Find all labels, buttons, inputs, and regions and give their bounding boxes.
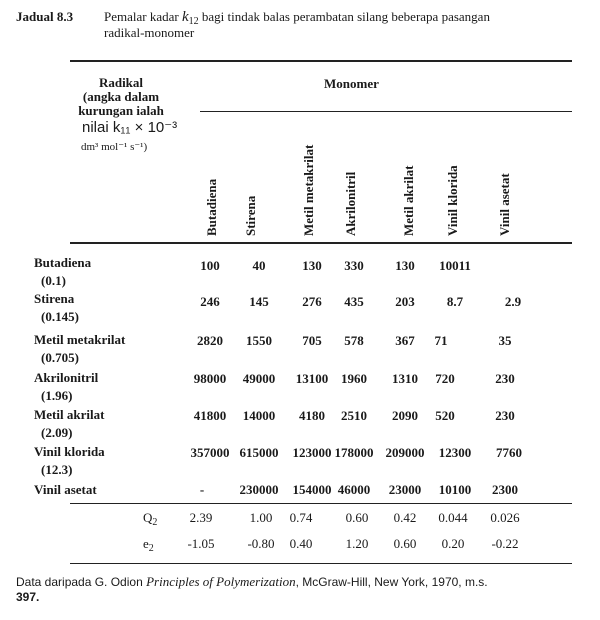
caption-text-after: bagi tindak balas perambatan silang beberapa pasangan (201, 9, 490, 24)
q2-cell: 0.74 (289, 510, 313, 525)
table-cell: 1960 (341, 371, 367, 386)
monomer-header: Monomer (324, 76, 379, 91)
table-cell: 13100 (295, 371, 329, 386)
q2-cell: 0.026 (490, 510, 520, 525)
q2-cell: 1.00 (249, 510, 273, 525)
table-caption-line1 (104, 9, 490, 26)
radikal-header-line: Radikal (98, 75, 144, 90)
table-cell: 98000 (193, 371, 227, 386)
source-text: Data daripada G. Odion (16, 575, 143, 589)
q2-label (143, 510, 157, 526)
k-symbol: k (181, 9, 189, 25)
row-label-vinil-asetat (34, 481, 97, 499)
row-name: Butadiena (34, 255, 92, 270)
table-cell: 2510 (341, 408, 367, 423)
table-cell: 14000 (242, 408, 276, 423)
header-rule (70, 242, 572, 244)
table-cell: 154000 (292, 482, 332, 497)
radikal-header-line: kurungan ialah (78, 103, 164, 118)
q2-cell: 0.42 (393, 510, 417, 525)
table-cell: 145 (249, 294, 269, 309)
table-cell: 1310 (392, 371, 418, 386)
table-cell: 246 (200, 294, 220, 309)
table-cell: 35 (498, 333, 512, 348)
source-page: 397. (16, 590, 40, 604)
e2-cell: 1.20 (345, 536, 369, 551)
e2-cell: 0.20 (441, 536, 465, 551)
k-subscript: 12 (188, 16, 199, 27)
column-header-butadiena: Butadiena (204, 178, 219, 236)
q2-cell: 0.60 (345, 510, 369, 525)
table-cell: 1550 (246, 333, 272, 348)
q2-label-letter: Q (143, 510, 153, 525)
table-cell: 435 (344, 294, 364, 309)
column-header-vinil-klorida: Vinil klorida (445, 165, 460, 236)
table-cell: 705 (302, 333, 322, 348)
table-cell: 4180 (299, 408, 325, 423)
data-bottom-rule (70, 503, 572, 504)
row-label-akrilonitril (34, 369, 98, 405)
q2-label-sub: 2 (152, 517, 158, 528)
bottom-rule (70, 563, 572, 564)
e2-cell: -0.22 (491, 536, 519, 551)
row-value: (0.1) (41, 273, 66, 288)
source-book-title: Principles of Polymerization (146, 574, 296, 589)
row-name: Stirena (34, 291, 75, 306)
e2-cell: 0.60 (393, 536, 417, 551)
row-name: Vinil klorida (34, 444, 105, 459)
table-cell: 12300 (438, 445, 472, 460)
table-cell: 10011 (439, 258, 471, 273)
row-value: (0.145) (41, 309, 79, 324)
table-cell: 46000 (337, 482, 371, 497)
table-cell: 71 (434, 333, 448, 348)
table-cell: 40 (252, 258, 266, 273)
nilai-label: nilai k₁₁ × 10⁻³ (82, 119, 178, 136)
table-cell: 49000 (242, 371, 276, 386)
table-cell: 2300 (492, 482, 518, 497)
q2-cell: 0.044 (438, 510, 468, 525)
table-cell: 8.7 (446, 294, 464, 309)
column-header-metil-akrilat: Metil akrilat (401, 165, 416, 236)
source-publisher: , McGraw-Hill, New York, 1970, m.s. (295, 575, 488, 589)
table-cell: 10100 (438, 482, 472, 497)
row-label-butadiena (34, 254, 91, 290)
table-cell: 230 (495, 408, 515, 423)
row-name: Vinil asetat (34, 482, 97, 497)
table-caption-line2: radikal-monomer (104, 25, 195, 40)
e2-label-letter: e (143, 536, 149, 551)
row-label-metil-metakrilat (34, 331, 125, 367)
column-header-vinil-asetat: Vinil asetat (497, 173, 512, 236)
table-cell: 2090 (392, 408, 418, 423)
table-cell: 41800 (193, 408, 227, 423)
column-header-akrilonitril: Akrilonitril (343, 171, 358, 236)
e2-cell: 0.40 (289, 536, 313, 551)
table-cell: 23000 (388, 482, 422, 497)
e2-label (143, 536, 154, 552)
source-note (16, 574, 488, 605)
e2-cell: -1.05 (187, 536, 215, 551)
table-cell: 357000 (190, 445, 230, 460)
nilai-units: dm³ mol⁻¹ s⁻¹) (81, 141, 148, 153)
table-cell: 2820 (197, 333, 223, 348)
table-cell: 203 (395, 294, 415, 309)
row-name: Metil akrilat (34, 407, 105, 422)
table-cell: 520 (435, 408, 455, 423)
table-cell: 230000 (239, 482, 279, 497)
table-cell: 276 (302, 294, 322, 309)
table-cell: 123000 (292, 445, 332, 460)
table-cell: 615000 (239, 445, 279, 460)
table-cell: 178000 (334, 445, 374, 460)
top-rule (70, 60, 572, 62)
radikal-header-line: (angka dalam (82, 89, 160, 104)
table-cell: 367 (395, 333, 415, 348)
radikal-header (56, 76, 186, 118)
table-cell: 720 (435, 371, 455, 386)
table-cell: 2.9 (504, 294, 522, 309)
row-label-metil-akrilat (34, 406, 104, 442)
table-cell: 130 (302, 258, 322, 273)
row-value: (2.09) (41, 425, 73, 440)
monomer-rule (200, 111, 572, 112)
table-cell: - (199, 482, 205, 497)
table-cell: 330 (344, 258, 364, 273)
column-header-metil-metakrilat: Metil metakrilat (301, 144, 316, 236)
q2-cell: 2.39 (189, 510, 213, 525)
e2-cell: -0.80 (247, 536, 275, 551)
table-cell: 578 (344, 333, 364, 348)
e2-label-sub: 2 (148, 543, 154, 554)
row-value: (1.96) (41, 388, 73, 403)
table-cell: 230 (495, 371, 515, 386)
table-cell: 100 (200, 258, 220, 273)
table-cell: 130 (395, 258, 415, 273)
row-label-vinil-klorida (34, 443, 105, 479)
table-number: Jadual 8.3 (16, 9, 74, 24)
row-name: Metil metakrilat (34, 332, 126, 347)
row-value: (0.705) (41, 350, 79, 365)
row-label-stirena (34, 290, 79, 326)
column-header-stirena: Stirena (243, 195, 258, 236)
row-value: (12.3) (41, 462, 73, 477)
table-cell: 7760 (496, 445, 522, 460)
table-cell: 209000 (385, 445, 425, 460)
caption-text-before: Pemalar kadar (104, 9, 179, 24)
row-name: Akrilonitril (34, 370, 99, 385)
